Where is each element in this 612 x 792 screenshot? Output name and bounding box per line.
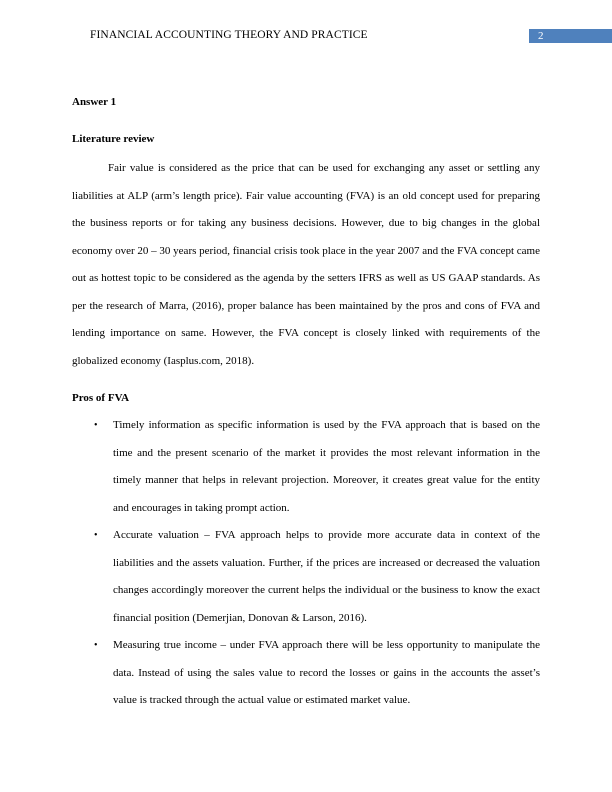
bullet-icon: • [94,530,98,541]
list-item [72,522,540,632]
list-item-text: Accurate valuation – FVA approach helps to provide more accurate data in context of the liabilities and the assets valuation. Further, if the prices are increased or decreased the valuation changes accordingly moreover the current helps the individual or the business to know the exact financial position (Demerjian, Donovan & Larson, 2016). [113,529,540,624]
pros-heading: Pros of FVA [72,392,130,404]
bullet-icon: • [94,640,98,651]
pros-list [72,412,540,715]
bullet-icon: • [94,420,98,431]
literature-review-heading: Literature review [72,133,155,145]
list-item-text: Measuring true income – under FVA approach there will be less opportunity to manipulate the data. Instead of using the sales value to record the losses or gains in the accounts the asset’s value is tracked through the actual value or estimated market value. [113,639,540,706]
page-number-badge: 2 [529,29,612,43]
list-item [72,412,540,522]
literature-review-paragraph: Fair value is considered as the price that can be used for exchanging any asset or settling any liabilities at ALP (arm’s length price). Fair value accounting (FVA) is an old concept used for preparing the business reports or for taking any business decisions. However, due to big changes in the global economy over 20 – 30 years period, financial crisis took place in the year 2007 and the FVA concept came out as hottest topic to be considered as the agenda by the setters IFRS as well as US GAAP standards. As per the research of Marra, (2016), proper balance has been maintained by the pros and cons of FVA and lending importance on same. However, the FVA concept is closely linked with requirements of the globalized economy (Iasplus.com, 2018). [72,162,540,367]
list-item [72,632,540,715]
list-item-text: Timely information as specific information is used by the FVA approach that is based on the time and the present scenario of the market it provides the most relevant information in the timely manner that helps in relevant projection. Moreover, it creates great value for the entity and encourages in taking prompt action. [113,419,540,514]
running-header-title: FINANCIAL ACCOUNTING THEORY AND PRACTICE [90,29,368,41]
answer-heading: Answer 1 [72,96,117,108]
